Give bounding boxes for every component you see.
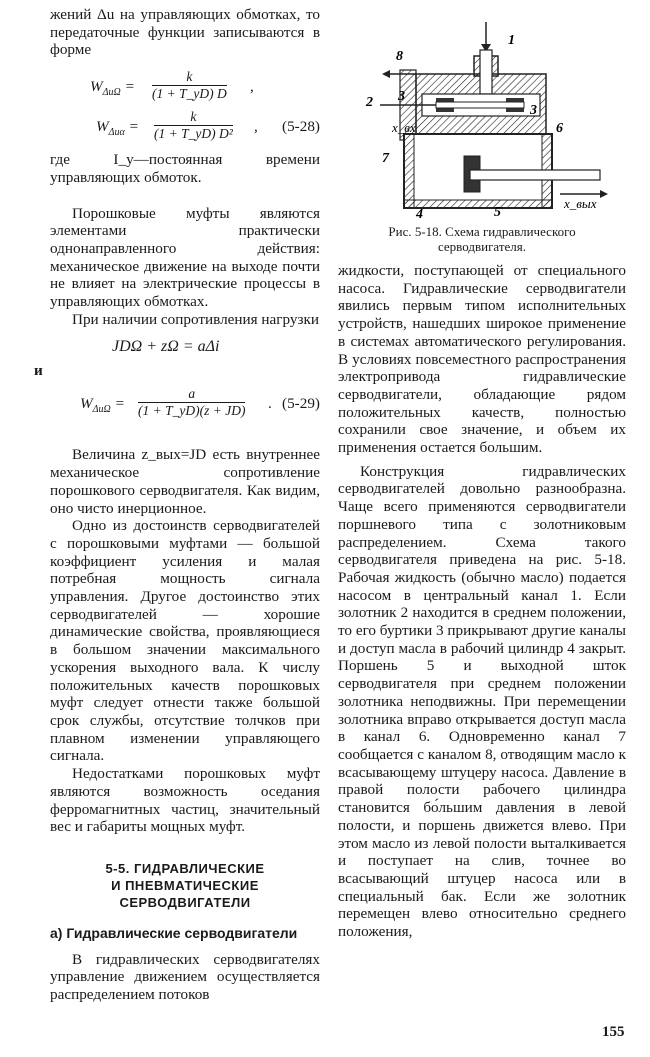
equation-3: JDΩ + zΩ = aΔi [112, 338, 220, 356]
label-6: 6 [556, 121, 563, 136]
label-xout: x_вых [564, 196, 597, 211]
label-5: 5 [494, 205, 501, 218]
paragraph-7: Недостатками порошковых муфт являются возможность оседания ферромагнитных частиц, значительный вес и габариты мощных муфт. [50, 765, 320, 836]
left-column [34, 0, 320, 1004]
paragraph-5: Величина z_вых=JD есть внутреннее механическое сопротивление порошкового серводвигателя. Как видим, оно чисто инерционное. [50, 446, 320, 517]
subsection-heading: а) Гидравлические серводвигатели [50, 924, 298, 941]
label-3b: 3 [530, 103, 537, 118]
section-heading: 5-5. ГИДРАВЛИЧЕСКИЕ И ПНЕВМАТИЧЕСКИЕ СЕРВОДВИГАТЕЛИ [105, 860, 265, 910]
label-1: 1 [508, 33, 515, 48]
and-word: и [34, 362, 43, 380]
paragraph-3: Порошковые муфты являются элементами практически однонаправленного действия: механическое движение на выходе почти не влияет на электрические процессы в управляющих обмотках. [50, 204, 320, 311]
label-3a: 3 [398, 89, 405, 104]
paragraph-2: где I_y—постоянная времени управляющих обмоток. [50, 151, 320, 186]
paragraph-6: Одно из достоинств серводвигателей с порошковыми муфтами — большой коэффициент усиления и малая потребная мощность сигнала управления. Другое достоинство этих серводвигателей — хорошие динамические свойства, проявляющиеся в большом значении максимального ускорения выходного вала. К числу положительных качеств порошковых муфт следует отнести также большой срок службы, отсутствие толчков при плавном изменении управляющего сигнала. [50, 517, 320, 765]
paragraph-1: жений Δu на управляющих обмотках, то передаточные функции записываются в форме [50, 6, 320, 59]
equation-2: $W_{\Delta u\alpha}$ = $\frac{k}{\text{(1 + T\_yD) D²}}$ , (5-28) [96, 109, 320, 142]
label-7: 7 [382, 151, 389, 166]
right-paragraph-1: жидкости, поступающей от специального насоса. Гидравлические серводвигатели явились первым типом исполнительных устройств, нашедших широкое применение в системах автоматического регулирования. В условиях повсеместного распространения электропривода гидравлические серводвигатели, обладающие рядом положительных качеств, полностью сохранили свое значение, и объем их применения остается большим. [338, 262, 626, 457]
label-8: 8 [396, 49, 403, 64]
figure-caption: Рис. 5-18. Схема гидравлического серводвигателя. [388, 224, 576, 254]
paragraph-4: При наличии сопротивления нагрузки [72, 310, 320, 328]
page-number: 155 [602, 1024, 625, 1040]
label-4: 4 [416, 207, 423, 218]
hydraulic-servomotor-figure [360, 22, 610, 218]
paragraph-8: В гидравлических серводвигателях управление движением осуществляется распределением потоков [50, 950, 320, 1004]
right-column [338, 262, 626, 941]
label-xin: x_вх [392, 120, 416, 135]
label-2: 2 [366, 95, 373, 110]
right-paragraph-2: Конструкция гидравлических серводвигателей довольно разнообразна. Чаще всего применяются серводвигатели поршневого типа с золотниковым распределением. Схема такого серводвигателя приведена на рис. 5-18. Рабочая жидкость (обычно масло) подается насосом в центральный канал 1. Если золотник 2 находится в среднем положении, то его буртики 3 прикрывают другие каналы и доступ масла в рабочий цилиндр 4 закрыт. Поршень 5 и выходной шток серводвигателя при среднем положении золотника неподвижны. При перемещении золотника вправо открывается доступ масла в канал 6. Одновременно канал 7 сообщается с каналом 8, отводящим масло к всасывающему штуцеру насоса. Давление в правой полости рабочего цилиндра становится бо́льшим давления в левой полости, и поршень движется влево. При этом масло из левой полости выталкивается и поступает на слив, точнее во всасывающий штуцер насоса или в специальный бак. Если же золотник перемещен влево относительно среднего положения, [338, 462, 627, 941]
equation-1: $W_{\Delta u\Omega}$ = $\frac{k}{(1 + T\_yD) D}$ , [90, 69, 254, 102]
equation-4: $W_{\Delta u\Omega}$ = $\frac{a}{(1 + T\_yD)(z + JD)}$ . (5-29) [80, 386, 320, 419]
